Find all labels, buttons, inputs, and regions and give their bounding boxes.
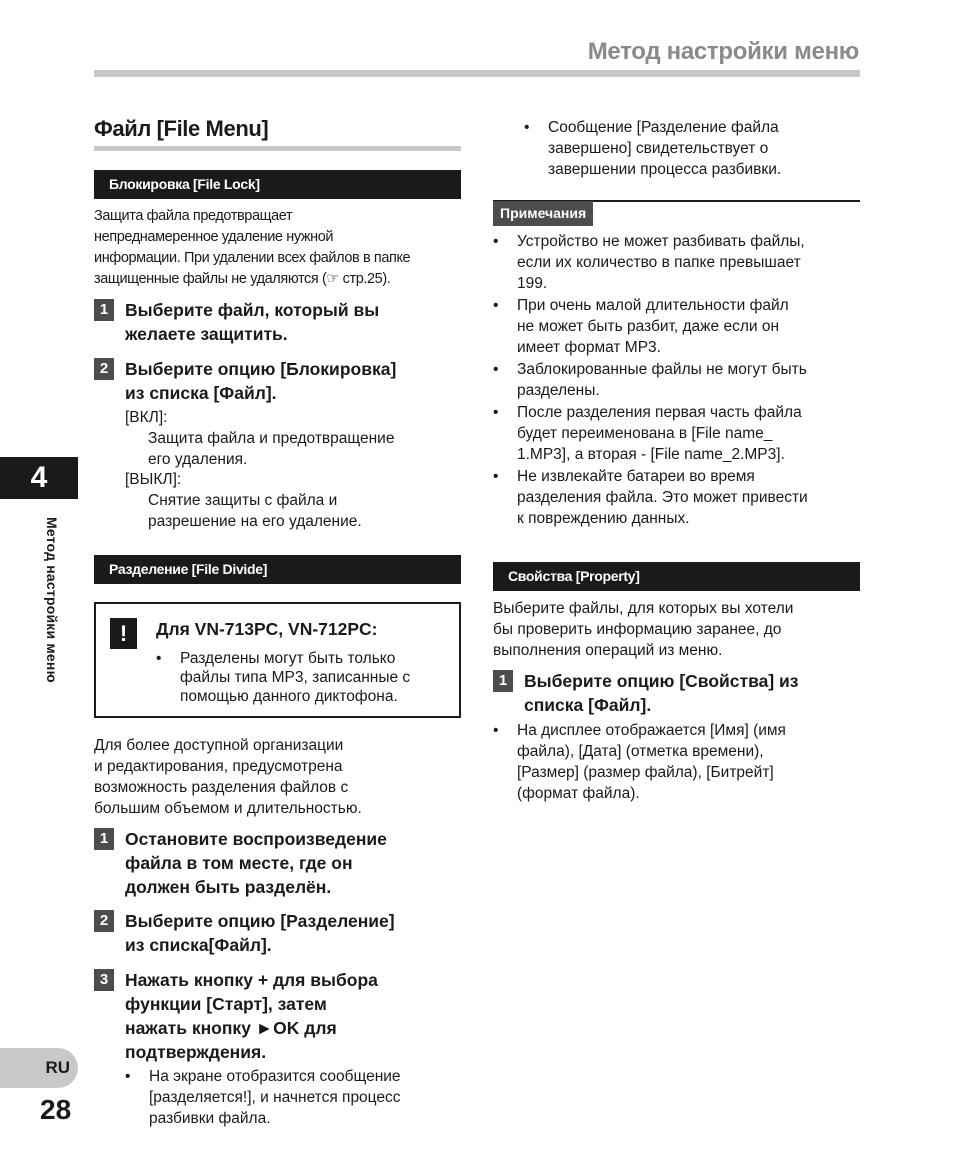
list-item (493, 359, 860, 401)
step-number: 3 (94, 969, 114, 991)
text-line: разделения файла. Это может привести (517, 489, 808, 506)
option-label: [ВКЛ]: (125, 409, 168, 426)
text-line: Заблокированные файлы не могут быть (517, 361, 807, 378)
file-divide-step-3 (94, 968, 464, 1064)
option-on (125, 407, 460, 470)
text-line: к повреждению данных. (517, 510, 690, 527)
text-line: должен быть разделён. (125, 877, 332, 897)
text-line: Снятие защиты с файла и (148, 492, 338, 509)
text-line: Устройство не может разбивать файлы, (517, 233, 805, 250)
step-number: 1 (94, 299, 114, 321)
bullet-text (180, 648, 410, 707)
text-line: Нажать кнопку + для выбора (125, 970, 378, 990)
text-line: его удаления. (148, 451, 248, 468)
text-line: На дисплее отображается [Имя] (имя (517, 722, 786, 739)
bullet-text (149, 1066, 401, 1129)
text-line: из списка [Файл]. (125, 383, 277, 403)
text-line: разбивки файла. (149, 1110, 271, 1127)
text-line: Разделены могут быть только (180, 650, 396, 667)
option-label: [ВЫКЛ]: (125, 471, 182, 488)
property-intro (493, 598, 863, 661)
file-lock-step-1 (94, 298, 464, 346)
text-line: помощью данного диктофона. (180, 688, 398, 705)
divide-progress-bullet (125, 1066, 465, 1129)
text-line: Для более доступной организации (94, 737, 344, 754)
text-line: Остановите воспроизведение (125, 829, 387, 849)
text-line: информации. При удалении всех файлов в папке (94, 250, 411, 266)
text-line: [Размер] (размер файла), [Битрейт] (517, 764, 774, 781)
divide-complete-bullet (524, 117, 859, 180)
step-text (125, 357, 396, 405)
bullet-dot: • (156, 650, 162, 667)
text-line: разделены. (517, 382, 600, 399)
step-number: 2 (94, 910, 114, 932)
option-description (125, 428, 460, 470)
chapter-vertical-title: Метод настройки меню (44, 517, 60, 683)
bullet-dot: • (493, 361, 499, 378)
page-number: 28 (40, 1094, 72, 1125)
text-line: файла), [Дата] (отметка времени), (517, 743, 764, 760)
bullet-dot: • (493, 404, 499, 421)
file-divide-step-1 (94, 827, 464, 899)
notice-bullet (156, 648, 456, 707)
bullet-dot: • (493, 297, 499, 314)
step-text (125, 827, 387, 899)
section-title: Файл [File Menu] (94, 116, 461, 151)
step-text (524, 669, 798, 717)
bullet-text (517, 359, 807, 401)
text-line: возможность разделения файлов с (94, 779, 349, 796)
warning-icon: ! (110, 618, 137, 649)
list-item (493, 466, 860, 529)
file-lock-step-2 (94, 357, 464, 405)
text-line: нажать кнопку ►OK для (125, 1018, 337, 1038)
text-line: Не извлекайте батареи во время (517, 468, 755, 485)
step-number: 1 (493, 670, 513, 692)
header-rule (94, 70, 860, 77)
notes-list (493, 231, 860, 529)
text-line: завершено] свидетельствует о (548, 140, 769, 157)
option-off (125, 469, 460, 532)
text-line: и редактирования, предусмотрена (94, 758, 343, 775)
text-line: функции [Старт], затем (125, 994, 327, 1014)
text-line: После разделения первая часть файла (517, 404, 802, 421)
text-line: из списка[Файл]. (125, 935, 272, 955)
text-line: разрешение на его удаление. (148, 513, 362, 530)
bullet-dot: • (493, 468, 499, 485)
bullet-text (517, 720, 786, 804)
file-divide-heading: Разделение [File Divide] (94, 555, 461, 584)
text-line: имеет формат MP3. (517, 339, 661, 356)
text-line: Выберите файл, который вы (125, 300, 380, 320)
step-number: 1 (94, 828, 114, 850)
file-lock-intro (94, 206, 464, 290)
text-line: Защита файла предотвращает (94, 208, 293, 224)
bullet-text (517, 295, 789, 358)
text-line: Выберите опцию [Свойства] из (524, 671, 799, 691)
list-item (493, 295, 860, 358)
text-line: большим объемом и длительностью. (94, 800, 362, 817)
bullet-text (517, 466, 808, 529)
text-line: будет переименована в [File name_ (517, 425, 773, 442)
step-text (125, 298, 379, 346)
notice-title: Для VN-713PC, VN-712PC: (156, 619, 378, 639)
text-line: желаете защитить. (125, 324, 288, 344)
text-line: файла в том месте, где он (125, 853, 353, 873)
text-line: [разделяется!], и начнется процесс (149, 1089, 401, 1106)
property-bullet (493, 720, 860, 804)
notes-tag: Примечания (493, 201, 593, 226)
bullet-text (517, 402, 802, 465)
step-text (125, 968, 378, 1064)
bullet-text (517, 231, 805, 294)
text-line: подтверждения. (125, 1042, 267, 1062)
file-lock-heading: Блокировка [File Lock] (94, 170, 461, 199)
text-line: выполнения операций из меню. (493, 642, 723, 659)
language-badge: RU (0, 1048, 78, 1088)
text-line: непреднамеренное удаление нужной (94, 229, 334, 245)
list-item (493, 231, 860, 294)
text-line: списка [Файл]. (524, 695, 652, 715)
text-line: Выберите файлы, для которых вы хотели (493, 600, 794, 617)
bullet-text (548, 117, 781, 180)
step-number: 2 (94, 358, 114, 380)
property-step-1 (493, 669, 863, 717)
text-line: защищенные файлы не удаляются (☞ стр.25). (94, 271, 391, 287)
list-item (493, 402, 860, 465)
bullet-dot: • (125, 1068, 131, 1085)
page-header-title: Метод настройки меню (587, 38, 859, 65)
text-line: При очень малой длительности файл (517, 297, 789, 314)
bullet-dot: • (493, 722, 499, 739)
text-line: завершении процесса разбивки. (548, 161, 782, 178)
text-line: 1.MP3], а вторая - [File name_2.MP3]. (517, 446, 785, 463)
file-divide-intro (94, 735, 464, 819)
text-line: Выберите опцию [Разделение] (125, 911, 395, 931)
text-line: Защита файла и предотвращение (148, 430, 395, 447)
model-notice-box (94, 602, 461, 718)
text-line: Выберите опцию [Блокировка] (125, 359, 397, 379)
text-line: не может быть разбит, даже если он (517, 318, 780, 335)
chapter-tab: 4 (0, 457, 78, 499)
bullet-dot: • (493, 233, 499, 250)
file-divide-step-2 (94, 909, 464, 957)
text-line: если их количество в папке превышает (517, 254, 801, 271)
text-line: На экране отобразится сообщение (149, 1068, 401, 1085)
text-line: (формат файла). (517, 785, 640, 802)
text-line: Сообщение [Разделение файла (548, 119, 779, 136)
option-description (125, 490, 460, 532)
text-line: 199. (517, 275, 548, 292)
text-line: бы проверить информацию заранее, до (493, 621, 782, 638)
property-heading: Свойства [Property] (493, 562, 860, 591)
bullet-dot: • (524, 119, 530, 136)
step-text (125, 909, 395, 957)
text-line: файлы типа MP3, записанные с (180, 669, 411, 686)
